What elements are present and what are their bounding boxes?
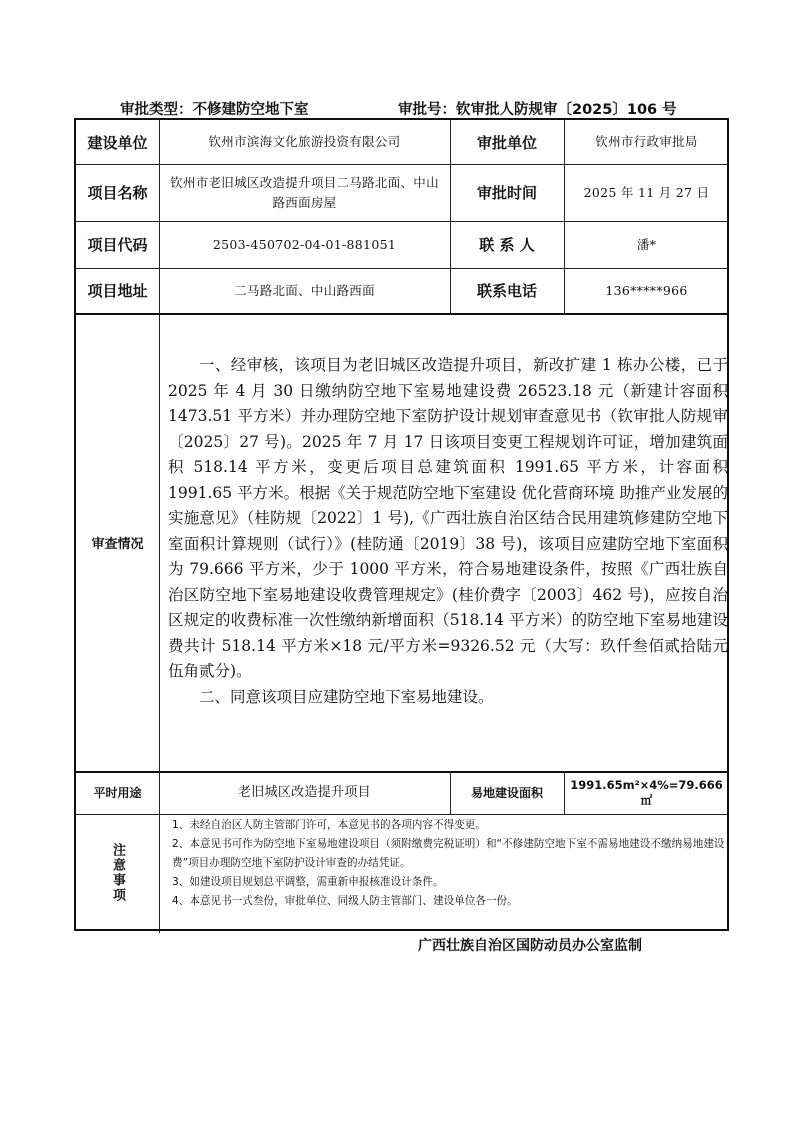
area-value: 1991.65m²×4%=79.666 ㎡ xyxy=(570,777,723,807)
notes-item: 3、如建设项目规划总平调整，需重新申报核准设计条件。 xyxy=(172,876,444,888)
issuer-footer: 广西壮族自治区国防动员办公室监制 xyxy=(418,938,642,954)
approval-time-value: 2025 年 11 月 27 日 xyxy=(583,184,710,200)
approval-number: 审批号：钦审批人防规审〔2025〕106 号 xyxy=(398,102,677,118)
approval-type: 审批类型：不修建防空地下室 xyxy=(120,102,309,118)
address-value: 二马路北面、中山路西面 xyxy=(234,282,375,298)
project-name-label: 项目名称 xyxy=(87,184,148,202)
approver-value: 钦州市行政审批局 xyxy=(595,134,698,149)
notes-section xyxy=(76,814,729,931)
notes-item: 4、本意见书一式叁份，审批单位、同级人防主管部门、建设单位各一份。 xyxy=(172,895,518,907)
usage-value: 老旧城区改造提升项目 xyxy=(237,784,371,800)
review-paragraph-2: 二、同意该项目应建防空地下室易地建设。 xyxy=(199,687,494,706)
notes-label: 注意事项 xyxy=(110,842,125,903)
contact-value: 潘* xyxy=(636,236,657,252)
builder-label: 建设单位 xyxy=(87,133,148,152)
usage-label: 平时用途 xyxy=(93,786,142,800)
review-paragraph-1: 一、经审核，该项目为老旧城区改造提升项目，新改扩建 1 栋办公楼，已于 2025 年 4 月 30 日缴纳防空地下室易地建设费 26523.18 元（新建计容面积 1473.51 平方米）并办理防空地下室防护设计规划审查意见书（钦审批人防规审〔2025〕27 号)。2025 年 7 月 17 日该项目变更工程规划许可证，增加建筑面积 518.14 平方米，变更后项目总建筑面积 1991.65 平方米，计容面积 1991.65 平方米。根据《关于规范防空地下室建设 优化营商环境 助推产业发展的实施意见》（桂防规〔2022〕1 号),《广西壮族自治区结合民用建筑修建防空地下室面积计算规则（试行）》(桂防通〔2019〕38 号)，该项目应建防空地下室面积为 79.666 平方米，少于 1000 平方米，符合易地建设条件，按照《广西壮族自治区防空地下室易地建设收费管理规定》(桂价费字〔2003〕462 号)，应按自治区规定的收费标准一次性缴纳新增面积（518.14 平方米）的防空地下室易地建设费共计 518.14 平方米×18 元/平方米=9326.52 元（大写：玖仟叁佰贰拾陆元伍角贰分)。 xyxy=(168,356,728,680)
area-label: 易地建设面积 xyxy=(470,786,543,800)
notes-list xyxy=(168,816,728,911)
notes-item: 2、本意见书可作为防空地下室易地建设项目（须附缴费完税证明）和“不修建防空地下室不需易地建设不缴纳易地建设费”项目办理防空地下室防护设计审查的办结凭证。 xyxy=(172,838,725,869)
contact-label: 联 系 人 xyxy=(479,236,535,254)
review-text xyxy=(168,353,728,710)
project-name-value: 钦州市老旧城区改造提升项目二马路北面、中山路西面房屋 xyxy=(170,174,439,210)
phone-label: 联系电话 xyxy=(476,282,537,300)
phone-value: 136*****966 xyxy=(605,282,688,298)
review-label: 审查情况 xyxy=(91,536,144,552)
project-code-label: 项目代码 xyxy=(87,236,148,254)
review-section xyxy=(76,313,729,771)
approval-form-table xyxy=(74,118,729,931)
notes-item: 1、未经自治区人防主管部门许可，本意见书的各项内容不得变更。 xyxy=(172,819,486,831)
builder-value: 钦州市滨海文化旅游投资有限公司 xyxy=(208,134,401,149)
project-code-value: 2503-450702-04-01-881051 xyxy=(212,236,397,252)
approval-time-label: 审批时间 xyxy=(476,184,537,202)
approver-label: 审批单位 xyxy=(476,133,537,152)
address-label: 项目地址 xyxy=(87,282,148,300)
